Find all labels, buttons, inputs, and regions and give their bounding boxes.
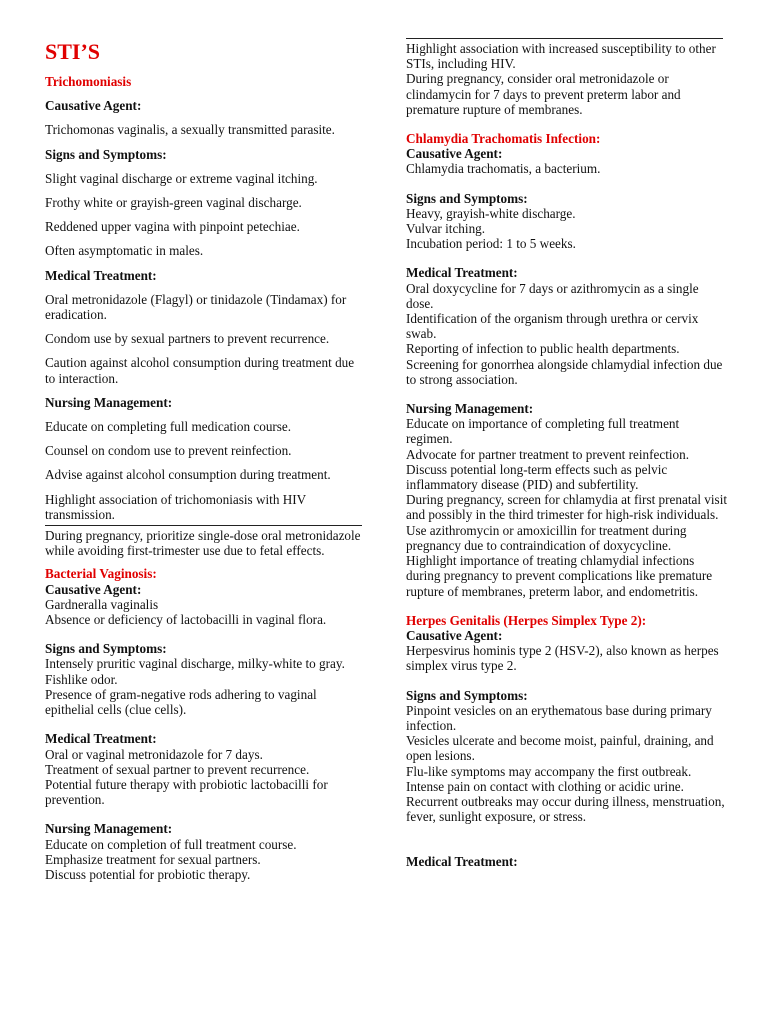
bv-sign: Presence of gram-negative rods adhering to vaginal epithelial cells (clue cells).: [45, 686, 317, 718]
chl-sign: Incubation period: 1 to 5 weeks.: [406, 236, 576, 252]
bv-treatment-heading: Medical Treatment:: [45, 731, 157, 747]
document-title: STI’S: [45, 39, 101, 64]
trich-nursing: Highlight association of trichomoniasis with HIV transmission.: [45, 491, 306, 522]
trich-agent-heading: Causative Agent:: [45, 98, 142, 114]
trich-nursing-heading: Nursing Management:: [45, 394, 173, 410]
chl-signs-heading: Signs and Symptoms:: [406, 190, 528, 206]
chl-nursing: Highlight importance of treating chlamydial infections during pregnancy to prevent complications like premature rupture of membranes, preterm labor, and endometritis.: [406, 553, 713, 599]
trich-pregnancy-note: During pregnancy, prioritize single-dose oral metronidazole while avoiding first-trimester use due to fetal effects.: [45, 528, 361, 559]
herpes-sign: Pinpoint vesicles on an erythematous base during primary infection.: [406, 702, 712, 733]
bv-nursing: Educate on completion of full treatment course.: [45, 836, 297, 852]
trich-agent: Trichomonas vaginalis, a sexually transmitted parasite.: [45, 122, 335, 138]
chl-nursing: Use azithromycin or amoxicillin for treatment during pregnancy due to contraindication of doxycycline.: [406, 522, 687, 553]
section-title-bacterial-vaginosis: Bacterial Vaginosis:: [45, 566, 157, 582]
left-column: [45, 0, 365, 882]
herpes-treatment-heading: Medical Treatment:: [406, 854, 518, 870]
bv-sign: Intensely pruritic vaginal discharge, milky-white to gray.: [45, 656, 345, 672]
bv-signs-heading: Signs and Symptoms:: [45, 641, 167, 657]
trich-treatment: Oral metronidazole (Flagyl) or tinidazole (Tindamax) for eradication.: [45, 291, 347, 323]
bv-treatment: Potential future therapy with probiotic lactobacilli for prevention.: [45, 776, 328, 808]
bv-agent-heading: Causative Agent:: [45, 581, 142, 597]
trich-nursing: Counsel on condom use to prevent reinfection.: [45, 443, 292, 459]
bv-treatment: Oral or vaginal metronidazole for 7 days.: [45, 746, 263, 762]
herpes-sign: Intense pain on contact with clothing or acidic urine.: [406, 778, 684, 794]
chl-treatment: Screening for gonorrhea alongside chlamydial infection due to strong association.: [406, 356, 723, 387]
bv-treatment: Treatment of sexual partner to prevent recurrence.: [45, 761, 310, 777]
bv-nursing: Emphasize treatment for sexual partners.: [45, 851, 261, 867]
bv-agent: Absence or deficiency of lactobacilli in vaginal flora.: [45, 612, 327, 628]
chl-agent-heading: Causative Agent:: [406, 146, 503, 162]
trich-sign: Frothy white or grayish-green vaginal discharge.: [45, 195, 302, 211]
trich-sign: Reddened upper vagina with pinpoint petechiae.: [45, 219, 300, 235]
bv-agent: Gardneralla vaginalis: [45, 596, 159, 612]
bv-nursing-heading: Nursing Management:: [45, 821, 173, 837]
section-divider: [45, 525, 362, 526]
chl-nursing: Advocate for partner treatment to prevent reinfection.: [406, 446, 690, 462]
chl-nursing: During pregnancy, screen for chlamydia at first prenatal visit and possibly in the third trimester for high-risk individuals.: [406, 492, 728, 523]
chl-sign: Vulvar itching.: [406, 221, 486, 237]
chl-nursing: Discuss potential long-term effects such as pelvic inflammatory disease (PID) and subfertility.: [406, 461, 668, 493]
bv-continued: Highlight association with increased susceptibility to other STIs, including HIV.: [406, 41, 716, 72]
herpes-agent: Herpesvirus hominis type 2 (HSV-2), also known as herpes simplex virus type 2.: [406, 643, 719, 674]
trich-sign: Often asymptomatic in males.: [45, 243, 204, 259]
chl-agent: Chlamydia trachomatis, a bacterium.: [406, 161, 601, 177]
chl-treatment: Identification of the organism through urethra or cervix swab.: [406, 311, 699, 342]
chl-nursing-heading: Nursing Management:: [406, 401, 534, 417]
herpes-sign: Recurrent outbreaks may occur during illness, menstruation, fever, sunlight exposure, or stress.: [406, 793, 725, 825]
section-title-herpes: Herpes Genitalis (Herpes Simplex Type 2):: [406, 612, 647, 628]
herpes-sign: Flu-like symptoms may accompany the first outbreak.: [406, 763, 692, 779]
trich-treatment: Condom use by sexual partners to prevent recurrence.: [45, 331, 330, 347]
bv-sign: Fishlike odor.: [45, 671, 118, 687]
trich-treatment: Caution against alcohol consumption during treatment due to interaction.: [45, 355, 355, 386]
trich-treatment-heading: Medical Treatment:: [45, 267, 157, 283]
trich-nursing: Advise against alcohol consumption during treatment.: [45, 467, 331, 483]
trich-nursing: Educate on completing full medication course.: [45, 419, 292, 435]
bv-continued: During pregnancy, consider oral metronidazole or clindamycin for 7 days to prevent preterm labor and premature rupture of membranes.: [406, 71, 681, 117]
herpes-sign: Vesicles ulcerate and become moist, painful, draining, and open lesions.: [406, 733, 714, 764]
herpes-agent-heading: Causative Agent:: [406, 627, 503, 643]
chl-treatment: Reporting of infection to public health departments.: [406, 341, 680, 357]
chl-treatment-heading: Medical Treatment:: [406, 265, 518, 281]
right-column: [406, 0, 728, 870]
chl-treatment: Oral doxycycline for 7 days or azithromycin as a single dose.: [406, 280, 699, 311]
section-title-trichomoniasis: Trichomoniasis: [45, 74, 132, 89]
trich-sign: Slight vaginal discharge or extreme vaginal itching.: [45, 170, 318, 186]
section-title-chlamydia: Chlamydia Trachomatis Infection:: [406, 131, 601, 147]
chl-nursing: Educate on importance of completing full treatment regimen.: [406, 416, 680, 447]
bv-nursing: Discuss potential for probiotic therapy.: [45, 866, 251, 882]
herpes-signs-heading: Signs and Symptoms:: [406, 687, 528, 703]
section-divider: [406, 38, 723, 39]
chl-sign: Heavy, grayish-white discharge.: [406, 205, 576, 221]
trich-signs-heading: Signs and Symptoms:: [45, 146, 167, 162]
